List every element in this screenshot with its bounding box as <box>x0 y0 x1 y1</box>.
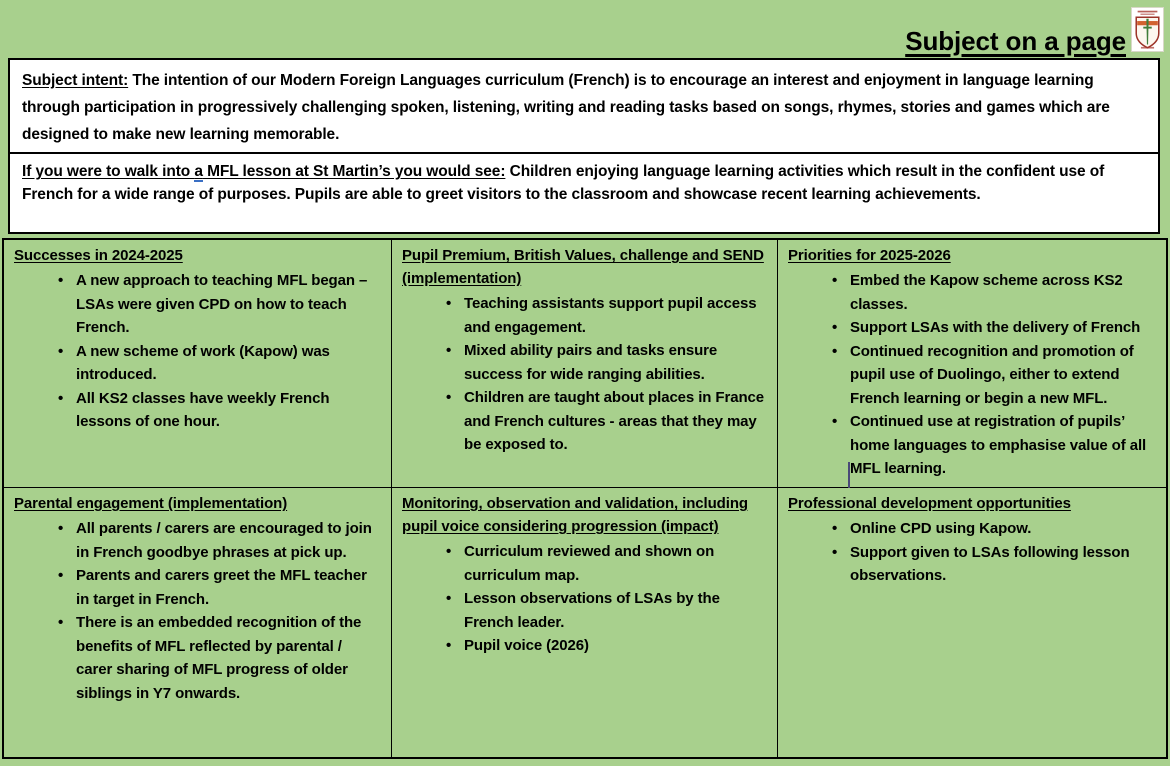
cell-heading: Successes in 2024-2025 <box>14 247 183 264</box>
bullet-list <box>14 517 381 705</box>
bullet-item: • Support LSAs with the delivery of French <box>788 316 1156 340</box>
cell-parental-engagement[interactable] <box>4 488 392 757</box>
cell-pupil-premium-send[interactable] <box>392 240 778 488</box>
bullet-item: • Mixed ability pairs and tasks ensure success for wide ranging abilities. <box>402 339 767 386</box>
intro-box <box>8 58 1160 234</box>
cell-heading: Monitoring, observation and validation, including pupil voice considering progression (impact) <box>402 495 748 535</box>
subject-intent-text: The intention of our Modern Foreign Languages curriculum (French) is to encourage an interest and enjoyment in language learning through participation in progressively challenging spoken, listening, writing and reading tasks based on songs, rhymes, stories and games which are designed to make new learning memorable. <box>22 72 1110 143</box>
cell-monitoring-validation[interactable] <box>392 488 778 757</box>
cell-priorities[interactable] <box>778 240 1166 488</box>
walkthrough-section[interactable] <box>10 154 1158 232</box>
walkthrough-label-part2: MFL lesson at St Martin’s you would see: <box>202 163 506 180</box>
bullet-item: • Continued recognition and promotion of pupil use of Duolingo, either to extend French learning or begin a new MFL. <box>788 340 1156 411</box>
bullet-item: • Embed the Kapow scheme across KS2 classes. <box>788 269 1156 316</box>
bullet-item: • Pupil voice (2026) <box>402 634 767 658</box>
bullet-list <box>14 269 381 434</box>
bullet-item: • There is an embedded recognition of the benefits of MFL reflected by parental / carer sharing of MFL progress of older siblings in Y7 onwards. <box>14 611 381 705</box>
cell-successes[interactable] <box>4 240 392 488</box>
subject-intent-paragraph <box>22 67 1146 148</box>
walkthrough-text: Children enjoying language learning activities which result in the confident use of French for a wide range of purposes. Pupils are able to greet visitors to the classroom and showcase recent learning achievements. <box>22 163 1105 203</box>
cell-heading: Professional development opportunities <box>788 495 1071 512</box>
bullet-item: • Children are taught about places in France and French cultures - areas that they may be exposed to. <box>402 386 767 457</box>
walkthrough-paragraph <box>22 161 1146 206</box>
walkthrough-label-part1: If you were to walk into <box>22 163 195 180</box>
bullet-list <box>402 540 767 658</box>
bullet-item: • Lesson observations of LSAs by the French leader. <box>402 587 767 634</box>
bullet-item: • All KS2 classes have weekly French lessons of one hour. <box>14 387 381 434</box>
subject-intent-label: Subject intent: <box>22 72 129 89</box>
bullet-item: • Teaching assistants support pupil access and engagement. <box>402 292 767 339</box>
summary-table <box>2 238 1168 759</box>
bullet-item: • Online CPD using Kapow. <box>788 517 1156 541</box>
bullet-item: • Continued use at registration of pupils’ home languages to emphasise value of all MFL learning. <box>788 410 1156 481</box>
bullet-list <box>402 292 767 457</box>
bullet-list <box>788 517 1156 588</box>
page-title: Subject on a page <box>905 26 1126 56</box>
bullet-item: • Support given to LSAs following lesson observations. <box>788 541 1156 588</box>
cell-heading: Parental engagement (implementation) <box>14 495 288 512</box>
bullet-item: • A new approach to teaching MFL began – LSAs were given CPD on how to teach French. <box>14 269 381 340</box>
cell-heading: Pupil Premium, British Values, challenge and SEND (implementation) <box>402 247 764 287</box>
text-cursor <box>848 462 850 488</box>
bullet-item: • A new scheme of work (Kapow) was introduced. <box>14 340 381 387</box>
cell-heading: Priorities for 2025-2026 <box>788 247 951 264</box>
bullet-item: • Parents and carers greet the MFL teacher in target in French. <box>14 564 381 611</box>
bullet-item: • Curriculum reviewed and shown on curriculum map. <box>402 540 767 587</box>
grammar-marked-word: a <box>194 163 203 180</box>
subject-intent-section[interactable] <box>10 60 1158 152</box>
school-crest-icon <box>1131 7 1164 52</box>
cell-professional-development[interactable] <box>778 488 1166 757</box>
bullet-list <box>788 269 1156 481</box>
bullet-item: • All parents / carers are encouraged to join in French goodbye phrases at pick up. <box>14 517 381 564</box>
